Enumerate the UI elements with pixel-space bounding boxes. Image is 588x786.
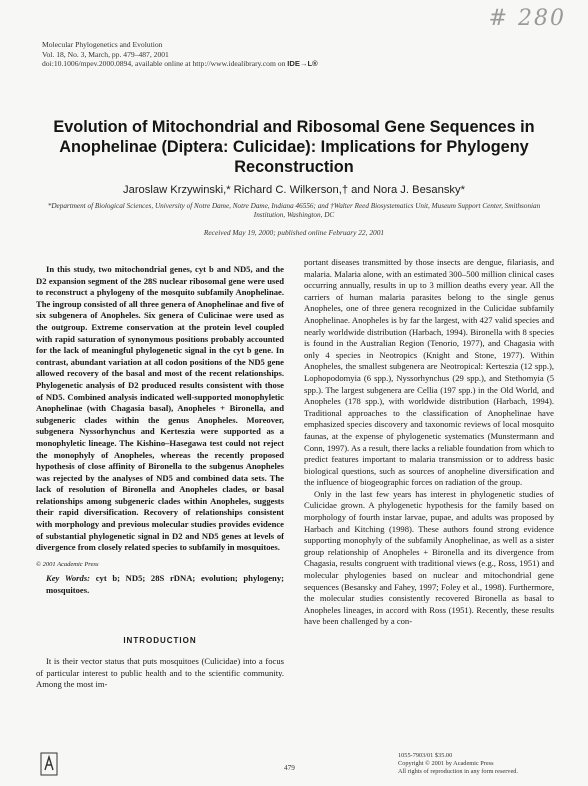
intro-paragraph-2: Only in the last few years has interest in phylogenetic studies of Culicidae grown. A phylogenetic hypothesis for the family based on morphology of fourth instar larvae, pupae, and adults was proposed by Harbach and Kitching (1998). These authors found strong evidence supporting monophyly of the subfamily Anophelinae, as well as a sister group relationship of Anopheles + Bironella and its divergence from Chagasia, results congruent with traditional views (e.g., Ross, 1951) and molecular phylogenies based on nuclear and mitochondrial gene sequences (Besansky and Fahey, 1997; Foley et al., 1998). Furthermore, the molecular studies consistently recovered Bironella as basal to Anopheles lineages, in accord with Ross (1951). Recently, these results have been challenged by a con- bbox=[304, 488, 554, 627]
keywords bbox=[46, 573, 284, 596]
ideal-logo: IDE→L® bbox=[287, 59, 318, 69]
introduction-heading: INTRODUCTION bbox=[123, 635, 197, 645]
footer-rights: All rights of reproduction in any form reserved. bbox=[398, 768, 518, 775]
journal-volume: Vol. 18, No. 3, March, pp. 479–487, 2001 bbox=[42, 49, 169, 59]
publisher-logo-icon bbox=[40, 752, 58, 776]
handwritten-page-mark: # 280 bbox=[488, 6, 566, 31]
abstract-copyright bbox=[36, 558, 284, 571]
left-column bbox=[36, 264, 284, 691]
journal-doi bbox=[42, 59, 462, 69]
right-column bbox=[304, 257, 554, 628]
journal-header bbox=[42, 40, 462, 69]
title-block bbox=[40, 117, 548, 237]
journal-name: Molecular Phylogenetics and Evolution bbox=[42, 40, 163, 49]
received-date: Received May 19, 2000; published online February 22, 2001 bbox=[203, 228, 385, 237]
intro-paragraph-1: portant diseases transmitted by those insects are dengue, filariasis, and malaria. Malaria alone, with an estimated 300–500 million clinical cases occurring annually, results in up to 3 million deaths every year. All the carriers of human malaria parasites belong to the single genus Anopheles, one of three genera recognized in the Culicidae subfamily Anophelinae. Anopheles is by far the largest, with 427 valid species and nearly worldwide distribution (Harbach, 1994). Bironella with 8 species is found in the Australian Region (Tenorio, 1977), and Chagasia with only 4 species in Neotropics (Knight and Stone, 1977). Within Anopheles, the smallest subgenera are Neotropical: Kerteszia (12 spp.), Lophopodomyia (6 spp.), Nyssorhynchus (29 spp.), and Stethomyia (5 spp.). The largest subgenera are Cellia (197 spp.) in the Old World, and Anopheles (178 spp.), with worldwide distribution (Harbach, 1994). Traditional approaches to the classification of Anophelinae have emphasized species discovery and taxonomic reviews of local mosquito faunas, at the expense of phylogenetic systematics (Munstermann and Conn, 1997). As a result, there lacks a reliable foundation from which to predict features important to malaria transmission or to address basic biological questions, such as sources of anopheline diversification and the influence of biogeographic forces on radiation of the group. bbox=[304, 257, 554, 488]
keywords-text: cyt b; ND5; 28S rDNA; evolution; phylogeny; mosquitoes. bbox=[46, 573, 284, 596]
journal-doi-text: doi:10.1006/mpev.2000.0894, available online at http://www.idealibrary.com on bbox=[42, 59, 286, 69]
abstract: In this study, two mitochondrial genes, cyt b and ND5, and the D2 expansion segment of the 28S nuclear ribosomal gene were used to reconstruct a phylogeny of the mosquito subfamily Anophelinae. The ingroup consisted of all three genera of Anophelinae and five of six subgenera of Anopheles. Six genera of Culicinae were used as the outgroup. Extreme conservation at the protein level coupled with rapid saturation of synonymous positions probably accounted for the lack of meaningful phylogenetic signal in the cyt b gene. In contrast, abundant variation at all codon positions of the ND5 gene allowed recovery of the basal and most of the recent relationships. Phylogenetic analysis of D2 produced results consistent with those of ND5. Combined analysis indicated well-supported monophyletic Anophelinae (with Chagasia basal), Anopheles + Bironella, and subgeneric clades within the genus Anopheles. Moreover, subgenera Nyssorhynchus and Kerteszia were supported as a monophyletic lineage. The Kishino–Hasegawa test could not reject the monophyly of Anopheles, whereas the recently proposed hypothesis of close affinity of Bironella to the subgenus Anopheles was rejected by the analyses of ND5 and combined data sets. The lack of resolution of Bironella and Anopheles clades, or basal relationships among subgeneric clades within Anopheles, suggests their rapid diversification. Recovery of relationships consistent with morphology and previous molecular studies provides evidence of substantial phylogenetic signal in D2 and ND5 genes at levels of divergence from closely related species to subfamily in mosquitoes. bbox=[36, 264, 284, 553]
page-number: 479 bbox=[284, 764, 295, 772]
article-title: Evolution of Mitochondrial and Ribosomal Gene Sequences in Anophelinae (Diptera: Culicidae): Implications for Phylogeny Reconstruction bbox=[53, 118, 535, 176]
footer-issn: 1055-7903/01 $35.00 bbox=[398, 752, 453, 759]
affiliation: *Department of Biological Sciences, University of Notre Dame, Notre Dame, Indiana 46556; and †Walter Reed Biosystematics Unit, Museum Support Center, Smithsonian Institution, Washington, DC bbox=[47, 202, 541, 219]
copyright-footer bbox=[398, 752, 558, 776]
copyright-notice: © 2001 Academic Press bbox=[36, 560, 99, 568]
footer-copyright: Copyright © 2001 by Academic Press bbox=[398, 760, 494, 767]
introduction-text: It is their vector status that puts mosquitoes (Culicidae) into a focus of particular interest to public health and to the scientific community. Among the most im- bbox=[36, 656, 284, 690]
author-list: Jaroslaw Krzywinski,* Richard C. Wilkerson,† and Nora J. Besansky* bbox=[123, 184, 465, 196]
keywords-label: Key Words: bbox=[46, 573, 91, 584]
